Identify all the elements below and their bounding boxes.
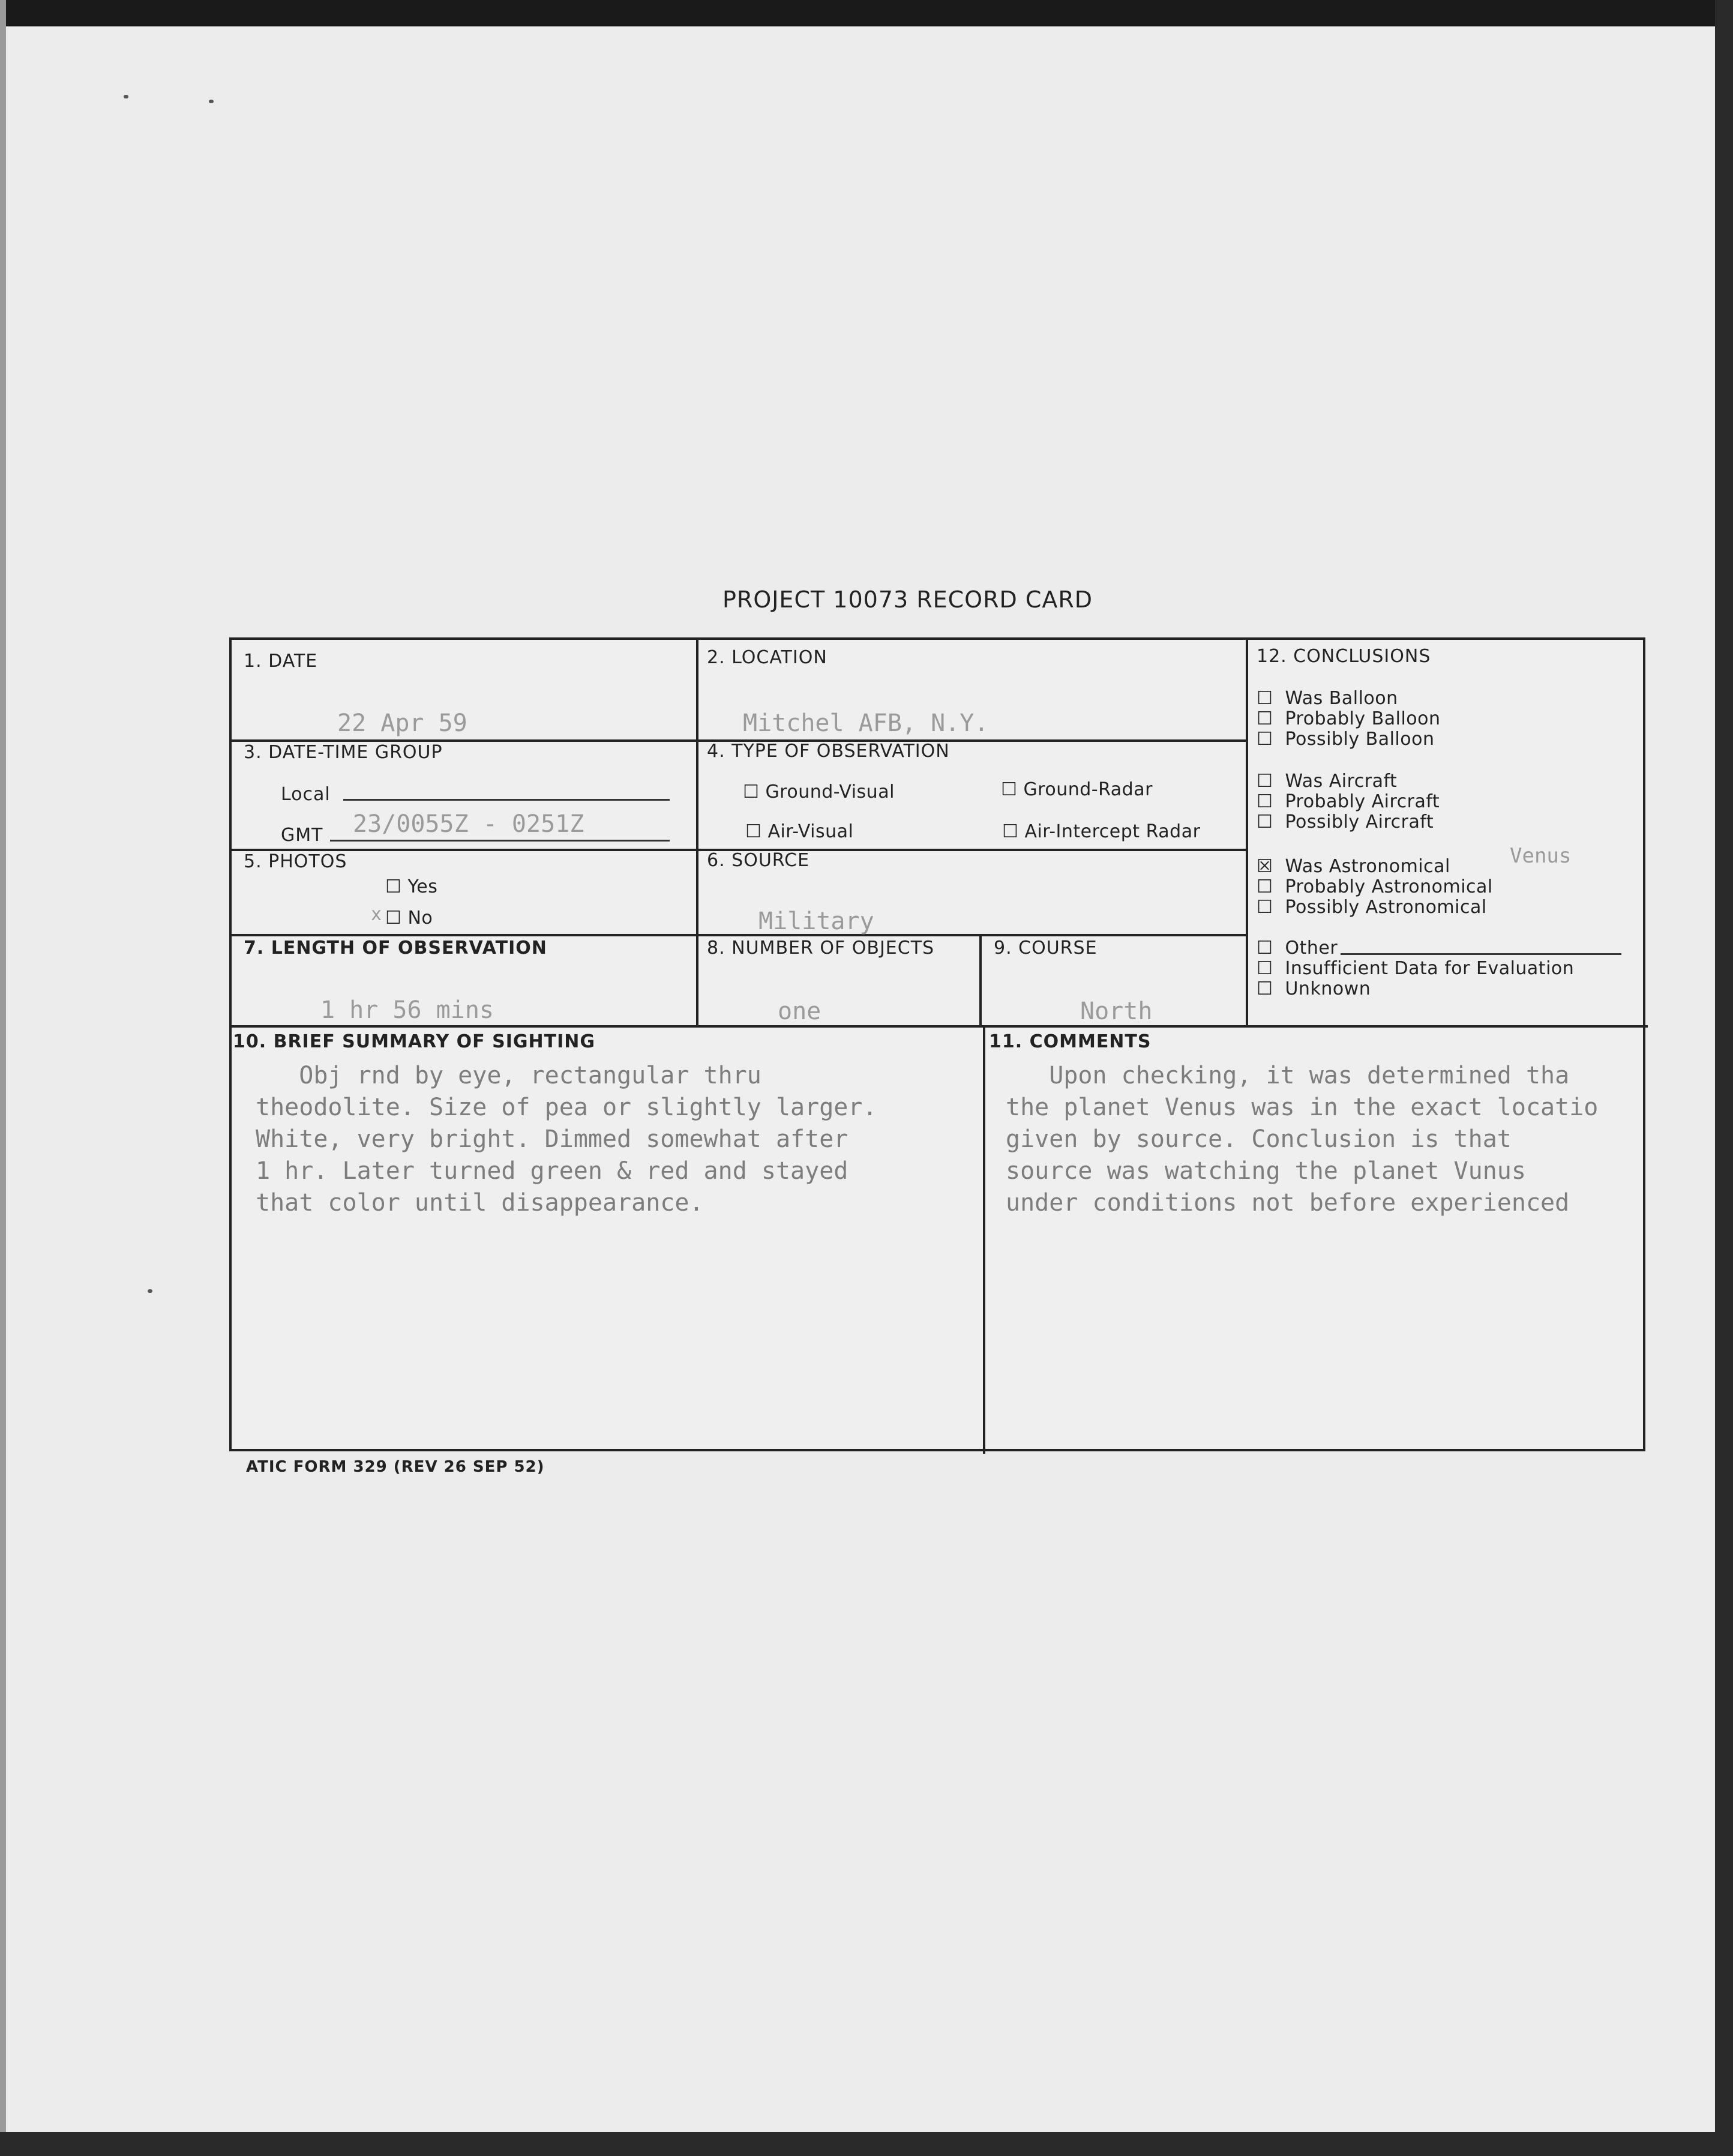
summary-line: White, very bright. Dimmed somewhat after [256, 1125, 848, 1153]
scan-frame-right [1715, 0, 1733, 2156]
astronomical-note: Venus [1510, 844, 1572, 868]
dust-speck [148, 1289, 152, 1293]
scan-frame-left [0, 0, 6, 2156]
card-title: PROJECT 10073 RECORD CARD [722, 586, 1093, 613]
unknown-label: Unknown [1285, 978, 1371, 999]
comments-line: given by source. Conclusion is that [1006, 1125, 1512, 1153]
dtg-label: 3. DATE-TIME GROUP [244, 742, 443, 763]
length-label: 7. LENGTH OF OBSERVATION [244, 938, 547, 959]
course-value: North [1080, 998, 1153, 1025]
local-fill-line [343, 799, 670, 801]
summary-line: Obj rnd by eye, rectangular thru [256, 1062, 761, 1089]
photos-yes-label: Yes [407, 876, 438, 897]
checkbox-ground-radar[interactable]: ☐ Ground-Radar [1001, 779, 1153, 800]
grid-line [696, 640, 698, 1028]
record-card [229, 637, 1645, 1451]
checkbox-probably-aircraft[interactable]: ☐ Probably Aircraft [1257, 791, 1440, 812]
form-id: ATIC FORM 329 (REV 26 SEP 52) [246, 1458, 545, 1476]
objects-value: one [778, 998, 821, 1025]
checkbox-was-balloon[interactable]: ☐ Was Balloon [1257, 688, 1398, 709]
length-value: 1 hr 56 mins [320, 996, 494, 1024]
checkbox-possibly-aircraft[interactable]: ☐ Possibly Aircraft [1257, 812, 1434, 833]
checkbox-insufficient-data[interactable]: ☐ Insufficient Data for Evaluation [1257, 958, 1575, 979]
probably-aircraft-label: Probably Aircraft [1285, 791, 1440, 812]
course-label: 9. COURSE [994, 938, 1098, 959]
checkbox-possibly-astronomical[interactable]: ☐ Possibly Astronomical [1257, 897, 1487, 918]
checkbox-ground-visual[interactable]: ☐ Ground-Visual [743, 781, 895, 802]
air-visual-label: Air-Visual [767, 821, 854, 842]
probably-astronomical-label: Probably Astronomical [1285, 876, 1493, 897]
grid-line [232, 934, 1248, 936]
photos-mark: x [371, 904, 382, 925]
date-value: 22 Apr 59 [337, 709, 467, 737]
probably-balloon-label: Probably Balloon [1285, 708, 1441, 729]
objects-label: 8. NUMBER OF OBJECTS [707, 938, 935, 959]
checkbox-probably-balloon[interactable]: ☐ Probably Balloon [1257, 708, 1441, 729]
summary-label: 10. BRIEF SUMMARY OF SIGHTING [233, 1031, 595, 1052]
scan-frame-bottom [0, 2132, 1733, 2156]
source-value: Military [758, 908, 874, 935]
insufficient-data-label: Insufficient Data for Evaluation [1285, 958, 1575, 979]
other-label: Other [1285, 938, 1338, 959]
photos-no-label: No [407, 908, 433, 929]
dtg-gmt-value: 23/0055Z - 0251Z [353, 810, 584, 838]
checkbox-other[interactable]: ☐ Other [1257, 938, 1338, 959]
checkbox-was-astronomical[interactable]: ☒ Was Astronomical [1257, 856, 1450, 877]
dtg-gmt-label: GMT [281, 825, 323, 846]
was-aircraft-label: Was Aircraft [1285, 771, 1398, 792]
comments-line: source was watching the planet Vunus [1006, 1157, 1526, 1185]
grid-line [1246, 640, 1248, 1028]
possibly-astronomical-label: Possibly Astronomical [1285, 897, 1487, 918]
comments-line: under conditions not before experienced [1006, 1189, 1570, 1217]
checkbox-photos-no[interactable]: ☐ No [385, 908, 433, 929]
checkbox-unknown[interactable]: ☐ Unknown [1257, 978, 1371, 999]
checkbox-air-visual[interactable]: ☐ Air-Visual [745, 821, 854, 842]
was-balloon-label: Was Balloon [1285, 688, 1398, 709]
possibly-aircraft-label: Possibly Aircraft [1285, 812, 1434, 833]
observation-type-label: 4. TYPE OF OBSERVATION [707, 741, 950, 762]
comments-text [1006, 1060, 1598, 1219]
checkbox-photos-yes[interactable]: ☐ Yes [385, 876, 438, 897]
summary-line: theodolite. Size of pea or slightly larger. [256, 1094, 877, 1121]
checkbox-was-aircraft[interactable]: ☐ Was Aircraft [1257, 771, 1398, 792]
was-astronomical-label: Was Astronomical [1285, 856, 1450, 877]
scan-frame-top [0, 0, 1733, 26]
checkbox-air-intercept-radar[interactable]: ☐ Air-Intercept Radar [1002, 821, 1201, 842]
grid-line [983, 1025, 985, 1454]
possibly-balloon-label: Possibly Balloon [1285, 729, 1435, 750]
ground-visual-label: Ground-Visual [765, 781, 895, 802]
grid-line [232, 1025, 1648, 1028]
grid-line [979, 934, 982, 1028]
comments-label: 11. COMMENTS [989, 1031, 1152, 1052]
summary-line: 1 hr. Later turned green & red and stayed [256, 1157, 848, 1185]
air-intercept-radar-label: Air-Intercept Radar [1024, 821, 1201, 842]
ground-radar-label: Ground-Radar [1023, 779, 1153, 800]
checkbox-probably-astronomical[interactable]: ☐ Probably Astronomical [1257, 876, 1493, 897]
source-label: 6. SOURCE [707, 850, 810, 871]
comments-line: Upon checking, it was determined tha [1006, 1062, 1570, 1089]
summary-line: that color until disappearance. [256, 1189, 704, 1217]
dust-speck [124, 95, 128, 98]
dtg-local-label: Local [281, 784, 331, 805]
other-fill-line [1341, 953, 1621, 955]
comments-line: the planet Venus was in the exact locatio [1006, 1094, 1599, 1121]
photos-label: 5. PHOTOS [244, 851, 347, 872]
date-label: 1. DATE [244, 651, 318, 672]
summary-text [256, 1060, 877, 1219]
location-value: Mitchel AFB, N.Y. [743, 709, 989, 737]
conclusions-label: 12. CONCLUSIONS [1257, 646, 1431, 667]
dust-speck [209, 100, 214, 103]
checkbox-possibly-balloon[interactable]: ☐ Possibly Balloon [1257, 729, 1435, 750]
location-label: 2. LOCATION [707, 647, 827, 668]
gmt-fill-line [330, 840, 670, 842]
